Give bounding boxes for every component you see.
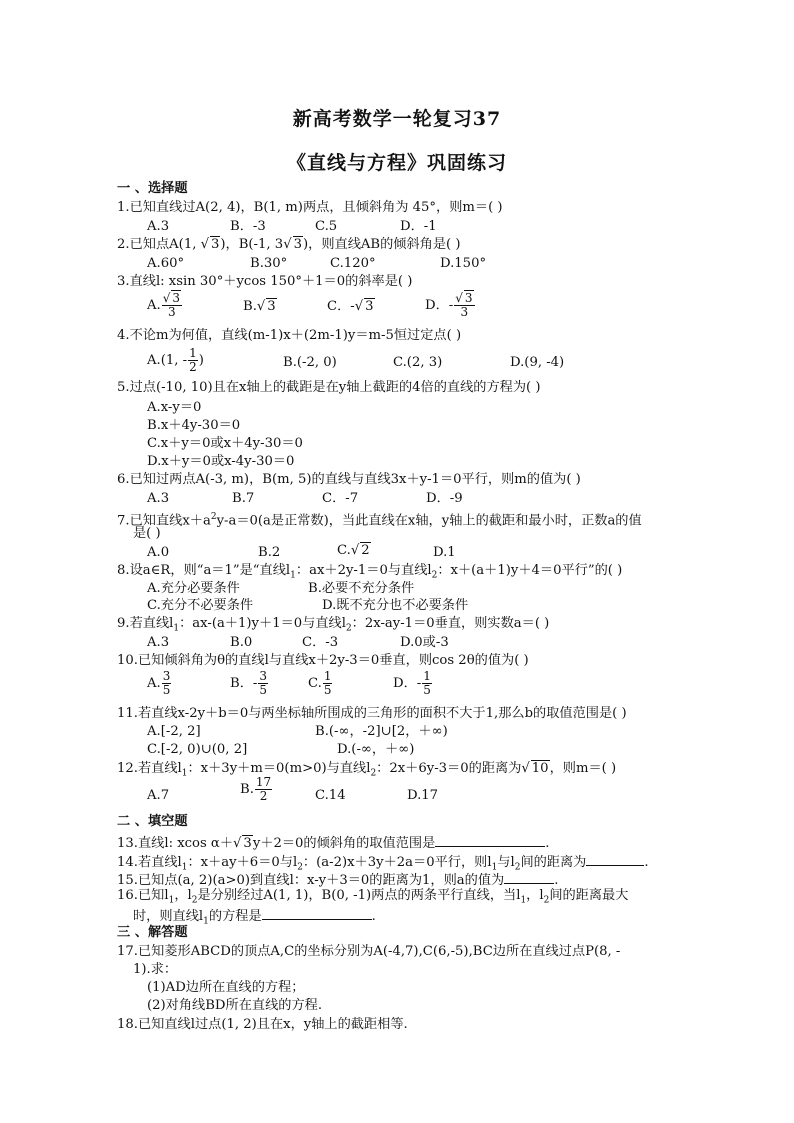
q5-option-a: A.x-y＝0 [147, 400, 202, 415]
q1-stem: 1.已知直线过A(2, 4)，B(1, m)两点，且倾斜角为 45°，则m＝( ) [117, 200, 503, 215]
q15-stem: 15.已知点(a, 2)(a>0)到直线l：x-y＋3＝0的距离为1，则a的值为 . [117, 869, 707, 890]
q3-option-d: D．- $\frac{√ 3}{3}$ [425, 291, 473, 319]
q6-option-b: B.7 [232, 491, 255, 506]
q3-option-a: A. $\frac{√ 3}{3}$ [147, 291, 181, 319]
q15-answer-blank[interactable] [504, 869, 554, 884]
q8-option-a: A.充分必要条件 [147, 581, 240, 596]
q4-stem: 4.不论m为何值，直线(m-1)x＋(2m-1)y＝m-5恒过定点( ) [117, 328, 462, 343]
section-heading-fill: 二 、填空题 [117, 814, 188, 829]
q12-option-c: C.14 [315, 788, 346, 803]
q11-option-a: A.[-2, 2] [147, 724, 201, 739]
q2-option-b: B.30° [250, 256, 288, 271]
q10-option-c: C. $\frac{1}{5}$ [308, 669, 332, 697]
q3-option-b: B.√ 3 [243, 299, 276, 314]
q10-option-a: A. $\frac{3}{5}$ [147, 669, 171, 697]
q13-answer-blank[interactable] [435, 832, 545, 847]
q9-option-a: A.3 [147, 635, 170, 650]
q13-stem: 13.直线l: xcos α＋√ 3y＋2＝0的倾斜角的取值范围是 . [117, 832, 707, 853]
q7-stem: 7.已知直线$x+a^2y-a=0(a$是正常数)，当此直线在x轴，y轴上的截距和最小时，正数a的值 [117, 512, 642, 529]
q7-option-d: D.1 [433, 545, 456, 560]
q6-stem: 6.已知过两点A(-3, m)，B(m, 5)的直线与直线3x＋y-1＝0平行，则m的值为( ) [117, 472, 581, 487]
q7-option-b: B.2 [258, 545, 281, 560]
q8-option-d: D.既不充分也不必要条件 [322, 598, 469, 613]
q12-option-b: B. $\frac{17}{2}$ [240, 775, 272, 803]
q8-stem: 8.设a∈R，则“a＝1”是“直线$l_1$：ax＋2y-1＝0与直线$l_2$：x＋(a＋1)y＋4＝0平行”的( ) [117, 563, 623, 581]
q12-stem: 12.若直线$l_1$：x＋3y＋m＝0(m>0)与直线$l_2$：2x＋6y-3＝0的距离为√ 10，则m＝( ) [117, 761, 617, 779]
section-heading-choice: 一 、选择题 [117, 181, 188, 196]
q8-option-c: C.充分不必要条件 [147, 598, 254, 613]
q2-option-c: C.120° [330, 256, 376, 271]
q16-stem: 16.已知$l_1$，$l_2$是分别经过A(1, 1)，B(0, -1)两点的两条平行直线，当$l_1$，$l_2$间的距离最大 [117, 888, 629, 906]
q7-stem-line2: 是( ) [133, 526, 161, 541]
q2-option-a: A.60° [147, 256, 185, 271]
q14-stem: 14.若直线$l_1$：x＋ay＋6＝0与$l_2$：(a-2)x＋3y＋2a＝0平行，则$l_1$与$l_2$间的距离为 . [117, 851, 707, 877]
q2-stem: 2.已知点A(1, √ 3)，B(-1, 3√ 3)，则直线AB的倾斜角是( ) [117, 237, 461, 252]
q4-option-d: D.(9, -4) [510, 355, 565, 370]
q1-option-d: D．-1 [400, 219, 437, 234]
q17-stem-line2: 1).求： [133, 962, 178, 977]
q11-option-d: D.(-∞，＋∞) [337, 742, 415, 757]
q6-option-d: D．-9 [426, 491, 463, 506]
q11-option-b: B.(-∞，-2]∪[2，＋∞) [315, 724, 448, 739]
q4-option-a: A.(1, - $\frac{1}{2}$ ) [147, 346, 204, 374]
page-title: 新高考数学一轮复习37 [292, 108, 502, 130]
q1-option-a: A.3 [147, 219, 170, 234]
q4-option-b: B.(-2, 0) [283, 355, 337, 370]
q9-option-c: C．-3 [302, 635, 339, 650]
q5-option-b: B.x＋4y-30＝0 [147, 418, 241, 433]
q18-stem: 18.已知直线l过点(1, 2)且在x，y轴上的截距相等. [117, 1017, 408, 1032]
q6-option-a: A.3 [147, 491, 170, 506]
q5-option-c: C.x＋y＝0或x＋4y-30＝0 [147, 436, 303, 451]
q12-option-d: D.17 [407, 788, 439, 803]
q3-option-c: C．-√ 3 [327, 299, 374, 314]
q1-option-b: B．-3 [230, 219, 266, 234]
q3-stem: 3.直线l: xsin 30°＋ycos 150°＋1＝0的斜率是( ) [117, 274, 413, 289]
q17-part-1: (1)AD边所在直线的方程； [147, 980, 305, 995]
q10-stem: 10.已知倾斜角为θ的直线l与直线x＋2y-3＝0垂直，则cos 2θ的值为( ) [117, 653, 529, 668]
q17-stem: 17.已知菱形ABCD的顶点A,C的坐标分别为A(-4,7),C(6,-5),BC边所在直线过点P(8, - [117, 944, 621, 959]
q5-stem: 5.过点(-10, 10)且在x轴上的截距是在y轴上截距的4倍的直线的方程为( ) [117, 380, 541, 395]
q1-option-c: C.5 [315, 219, 338, 234]
q5-option-d: D.x＋y＝0或x-4y-30＝0 [147, 454, 295, 469]
q11-stem: 11.若直线x-2y＋b＝0与两坐标轴所围成的三角形的面积不大于1,那么b的取值范围是( ) [117, 706, 627, 721]
q12-option-a: A.7 [147, 788, 170, 803]
q16-answer-blank[interactable] [262, 905, 372, 920]
page-subtitle: 《直线与方程》巩固练习 [286, 152, 507, 174]
q6-option-c: C．-7 [322, 491, 359, 506]
q14-answer-blank[interactable] [586, 851, 644, 866]
q7-option-c: C.√ 2 [337, 543, 370, 558]
q10-option-d: D．- $\frac{1}{5}$ [393, 669, 431, 697]
q17-part-2: (2)对角线BD所在直线的方程. [147, 998, 323, 1013]
q8-option-b: B.必要不充分条件 [308, 581, 415, 596]
q7-option-a: A.0 [147, 545, 170, 560]
q9-option-b: B.0 [230, 635, 253, 650]
q2-option-d: D.150° [440, 256, 487, 271]
q4-option-c: C.(2, 3) [393, 355, 443, 370]
q16-stem-line2: 时，则直线$l_1$的方程是 . [133, 905, 723, 931]
q10-option-b: B．- $\frac{3}{5}$ [230, 669, 267, 697]
q11-option-c: C.[-2, 0)∪(0, 2] [147, 742, 248, 757]
q9-stem: 9.若直线$l_1$：ax-(a＋1)y＋1＝0与直线$l_2$：2x-ay-1＝0垂直，则实数a＝( ) [117, 616, 550, 634]
section-heading-solve: 三 、解答题 [117, 925, 188, 940]
q9-option-d: D.0或-3 [400, 635, 449, 650]
